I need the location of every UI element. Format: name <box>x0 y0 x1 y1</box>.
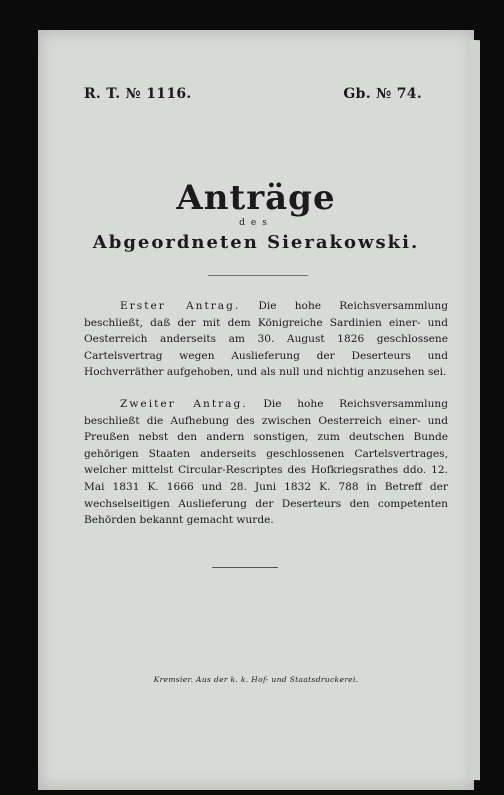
printer-imprint: Kremsier. Aus der k. k. Hof- und Staatsdruckerei. <box>153 675 359 684</box>
reference-number-left: R. T. № 1116. <box>84 86 192 102</box>
second-motion-lead: Zweiter Antrag. <box>120 398 248 410</box>
second-motion-text: Die hohe Reichsversammlung beschließt die Aufhebung des zwischen Oesterreich einer- und Preußen nebst den andern sonstigen, zum deutschen Bunde gehörigen Staaten anderseits geschlossenen Cartelsvertrages, welcher mittelst Circular-Rescriptes des Hofkriegsrathes ddo. 12. Mai 1831 K. 1666 und 28. Juni 1832 K. 788 in Betreff der wechselseitigen Auslieferung der Deserteurs den competenten Behörden bekannt gemacht wurde. <box>84 398 448 527</box>
first-motion-lead: Erster Antrag. <box>120 300 241 312</box>
reference-number-right: Gb. № 74. <box>343 86 422 102</box>
first-motion-paragraph <box>84 298 448 381</box>
title-connector: des <box>239 218 273 228</box>
document-page <box>38 30 474 790</box>
first-motion-text: Die hohe Reichsversammlung beschließt, daß der mit dem Königreiche Sardinien einer- und Oesterreich anderseits am 30. August 1826 geschlossene Cartelsvertrag wegen Auslieferung der Deserteurs und Hochverräther aufgehoben, und als null und nichtig anzusehen sei. <box>84 300 448 379</box>
document-title: Anträge <box>176 178 336 218</box>
divider-top <box>208 275 308 276</box>
divider-bottom <box>212 567 278 568</box>
deputy-name: Abgeordneten Sierakowski. <box>92 232 420 253</box>
second-motion-paragraph <box>84 396 448 529</box>
